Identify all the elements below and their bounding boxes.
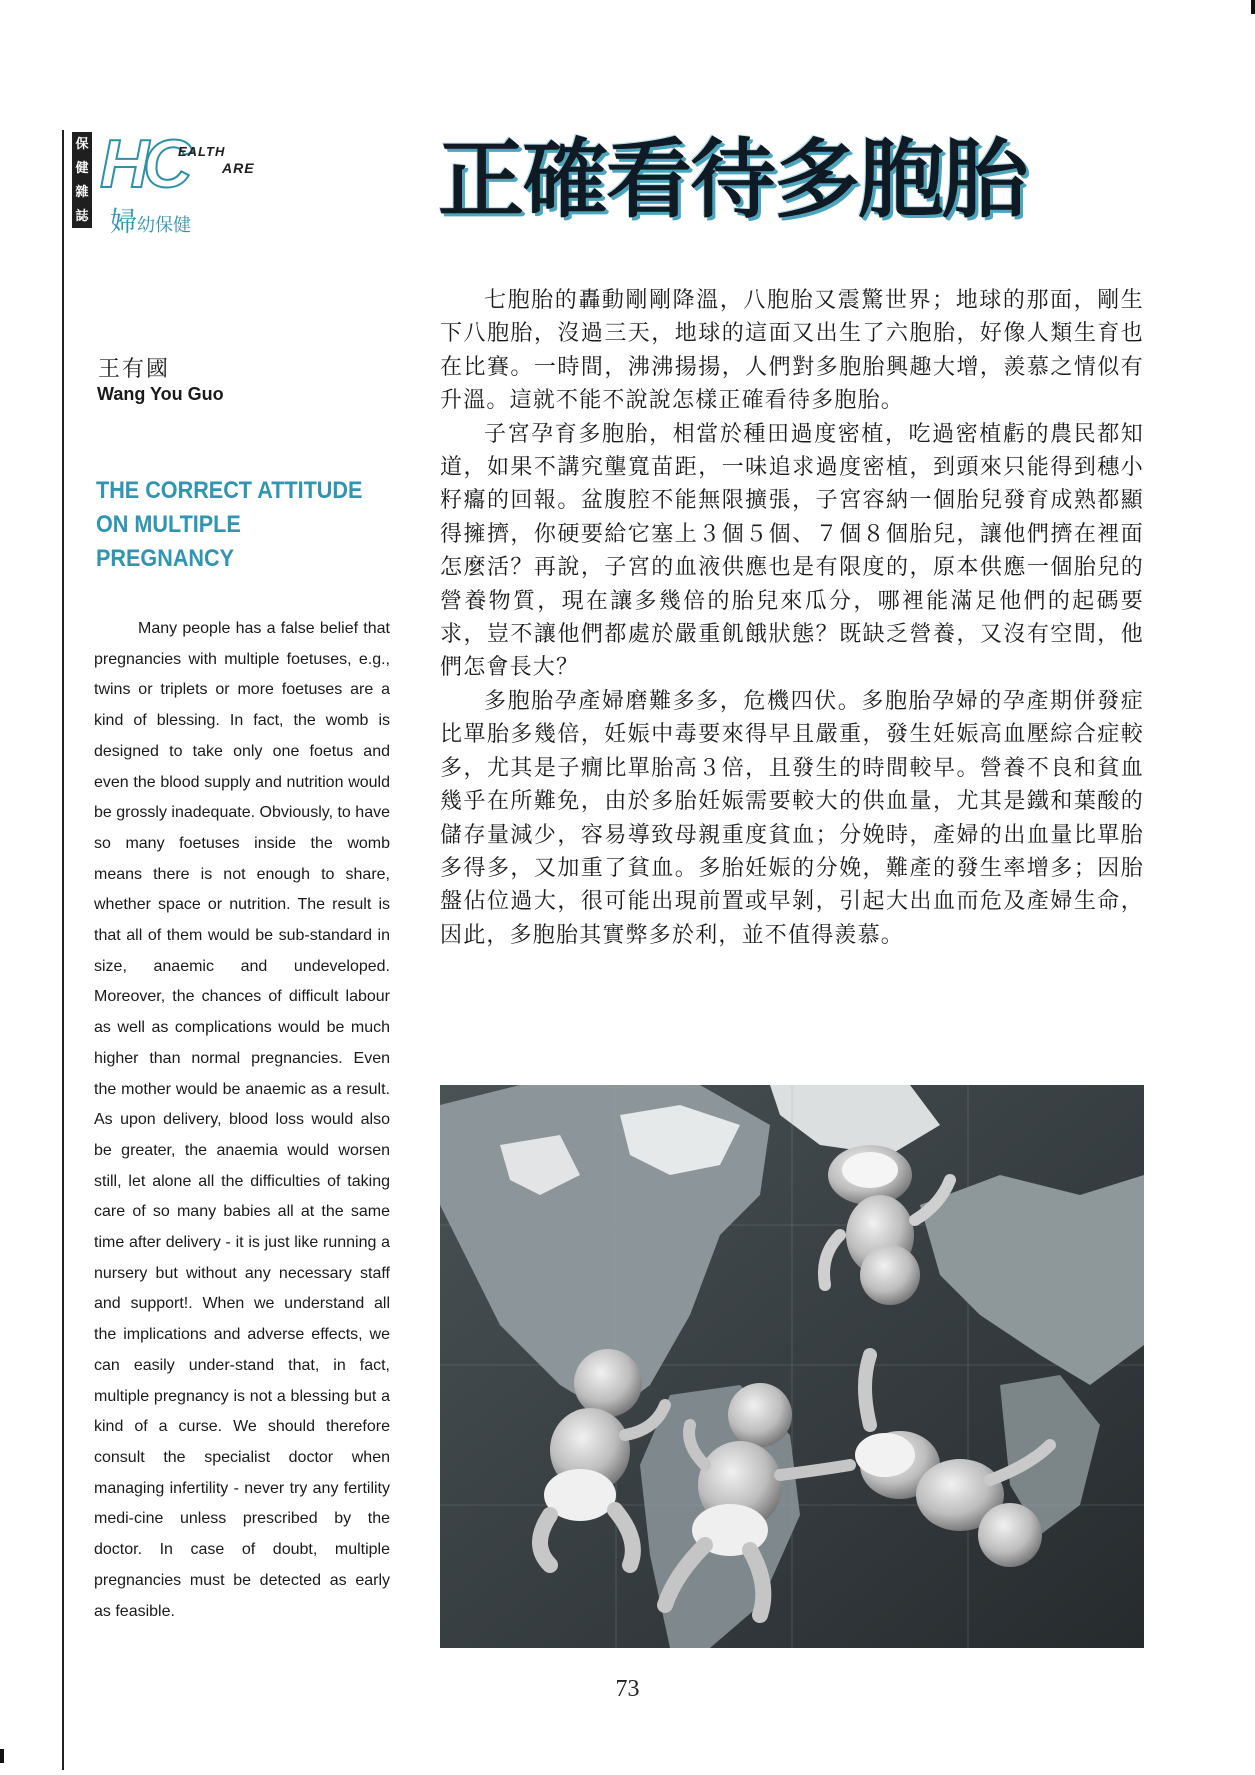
photo-illustration [440,1085,1144,1648]
english-abstract: Many people has a false belief that pregnancies with multiple foetuses, e.g., twins or triplets or more foetuses are a kind of blessing. In fact, the womb is designed to take only one foetus and even the blood supply and nutrition would be grossly inadequate. Obviously, to have so many foetuses inside the womb means there is not enough to share, whether space or nutrition. The result is that all of them would be sub-standard in size, anaemic and undeveloped. Moreover, the chances of difficult labour as well as complications would be much higher than normal pregnancies. Even the mother would be anaemic as a result. As upon delivery, blood loss would also be greater, the anaemia would worsen still, let alone all the difficulties of taking care of so many babies all at the same time after delivery - it is just like running a nursery but without any necessary staff and support!. When we understand all the implications and adverse effects, we can easily under-stand that, in fact, multiple pregnancy is not a blessing but a kind of a curse. We should therefore consult the specialist doctor when managing infertility - never try any fertility medi-cine unless prescribed by the doctor. In case of doubt, multiple pregnancies must be detected as early as feasible. [94,620,390,1620]
article-title: 正確看待多胞胎 [438,130,1026,230]
logo-are: ARE [222,160,255,176]
health-care-logo [100,126,260,202]
body-paragraph: 七胞胎的轟動剛剛降溫，八胞胎又震驚世界；地球的那面，剛生下八胞胎，沒過三天，地球的這面又出生了六胞胎，好像人類生育也在比賽。一時間，沸沸揚揚，人們對多胞胎興趣大增，羨慕之情似有升溫。這就不能不說說怎樣正確看待多胞胎。 [440,288,1144,414]
section-label [110,200,191,239]
page-number: 73 [615,1676,640,1702]
english-title: THE CORRECT ATTITUDE ON MULTIPLE PREGNANCY [96,477,363,572]
magazine-vertical-label: 保 健 雜 誌 [72,132,92,228]
section-label-big: 婦 [110,207,137,238]
body-paragraph: 多胞胎孕產婦磨難多多，危機四伏。多胞胎孕婦的孕產期併發症比單胎多幾倍，妊娠中毒要來得早且嚴重，發生妊娠高血壓綜合症較多，尤其是子癇比單胎高３倍，且發生的時間較早。營養不良和貧血幾乎在所難免，由於多胎妊娠需要較大的供血量，尤其是鐵和葉酸的儲存量減少，容易導致母親重度貧血；分娩時，產婦的出血量比單胎多得多，又加重了貧血。多胎妊娠的分娩，難產的發生率增多；因胎盤佔位過大，很可能出現前置或早剝，引起大出血而危及產婦生命，因此，多胞胎其實弊多於利，並不值得羨慕。 [440,688,1144,948]
author-name-english: Wang You Guo [97,384,224,404]
logo-hc: HC [100,126,187,202]
page-edge-line [62,130,64,1770]
author-name-chinese: 王有國 [98,357,171,382]
babies-on-world-map-photo [440,1085,1144,1648]
logo-ealth: EALTH [178,144,226,159]
body-paragraph: 子宮孕育多胞胎，相當於種田過度密植，吃過密植虧的農民都知道，如果不講究壟寬苗距，一味追求過度密植，到頭來只能得到穗小籽癟的回報。盆腹腔不能無限擴張，子宮容納一個胎兒發育成熟都顯得擁擠，你硬要給它塞上３個５個、７個８個胎兒，讓他們擠在裡面怎麼活？再說，子宮的血液供應也是有限度的，原本供應一個胎兒的營養物質，現在讓多幾倍的胎兒來瓜分，哪裡能滿足他們的起碼要求，豈不讓他們都處於嚴重飢餓狀態？既缺乏營養，又沒有空間，他們怎會長大？ [440,421,1144,681]
section-label-rest: 幼保健 [137,215,191,236]
article-body [440,284,1144,952]
scan-corner-mark-bottom [0,1749,4,1763]
scan-corner-mark [1251,0,1255,14]
